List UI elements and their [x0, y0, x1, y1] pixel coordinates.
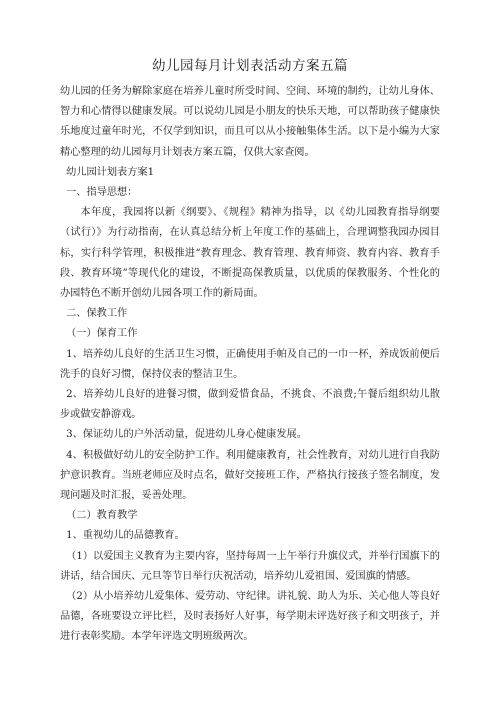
- care-item-2: 2、培养幼儿良好的进餐习惯，做到爱惜食品，不挑食、不浪费;午餐后组织幼儿散步或做安静游戏。: [60, 389, 440, 421]
- subsection-heading-care-work: （一）保育工作: [66, 328, 138, 340]
- intro-paragraph: 幼儿园的任务为解除家庭在培养儿童时所受时间、空间、环境的制约，让幼儿身体、智力和心情得以健康发展。可以说幼儿园是小朋友的快乐天地，可以帮助孩子健康快乐地度过童年时光，不仅学到知识，而且可以从小接触集体生活。以下是小编为大家精心整理的幼儿园每月计划表方案五篇，仅供大家查阅。: [60, 86, 440, 158]
- care-item-4: 4、积极做好幼儿的安全防护工作。利用健康教育，社会性教育，对幼儿进行自我防护意识教育。当班老师应及时点名，做好交接班工作，严格执行接孩子签名制度，发现问题及时汇报，妥善处理。: [60, 449, 440, 502]
- teaching-item-1: 1、重视幼儿的品德教育。: [66, 530, 185, 542]
- teaching-subitem-1: （1）以爱国主义教育为主要内容，坚持每周一上午举行升旗仪式，并举行国旗下的讲话，结合国庆、元旦等节日举行庆祝活动，培养幼儿爱祖国、爱国旗的情感。: [60, 550, 440, 582]
- section-heading-guiding-ideology: 一、指导思想：: [66, 187, 138, 199]
- care-item-1: 1、培养幼儿良好的生活卫生习惯，正确使用手帕及自己的一巾一杯，养成饭前便后洗手的良好习惯，保持仪表的整洁卫生。: [60, 348, 440, 380]
- teaching-subitem-2: （2）从小培养幼儿爱集体、爱劳动、守纪律。讲礼貌、助人为乐、关心他人等良好品德，各班要设立评比栏，及时表扬好人好事，每学期末评选好孩子和文明孩子，并进行表彰奖励。本学年评选文明班级两次。: [60, 591, 440, 643]
- document-title: 幼儿园每月计划表活动方案五篇: [152, 58, 348, 74]
- section-heading-plan-1: 幼儿园计划表方案1: [66, 166, 155, 178]
- subsection-heading-teaching: （二）教育教学: [66, 510, 138, 522]
- section-heading-care-education: 二、保教工作: [66, 308, 128, 320]
- document-page: [60, 56, 440, 648]
- guiding-ideology-paragraph: 本年度，我园将以新《纲要》、《规程》精神为指导，以《幼儿园教育指导纲要（试行）》为行动指南，在认真总结分析上年度工作的基础上，合理调整我园办园目标，实行科学管理，积极推进“教育理念、教育管理、教育师资、教育内容、教育手段、教育环境”等现代化的建设，不断提高保教质量，以优质的保教服务、个性化的办园特色不断开创幼儿园各项工作的新局面。: [60, 207, 440, 300]
- care-item-3: 3、保证幼儿的户外活动量，促进幼儿身心健康发展。: [66, 429, 307, 441]
